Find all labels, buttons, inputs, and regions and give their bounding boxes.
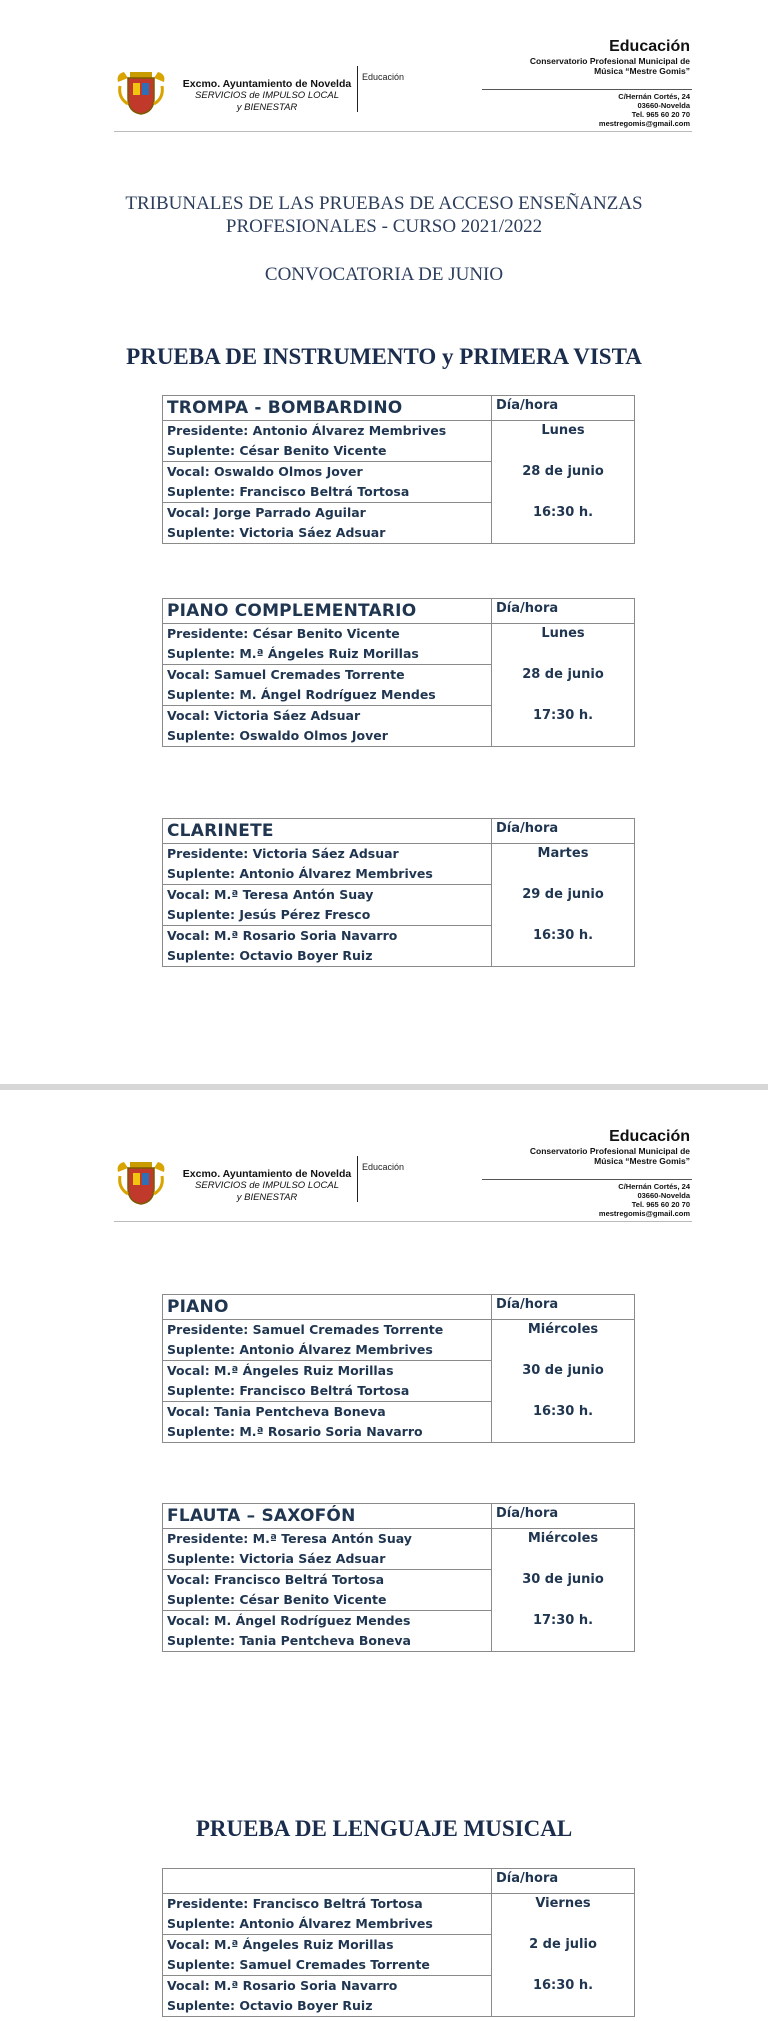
member-row — [163, 1894, 635, 1935]
member-cell — [163, 624, 492, 665]
address-street: C/Hernán Cortés, 24 — [618, 1182, 690, 1191]
member-suplente: Suplente: Victoria Sáez Adsuar — [167, 1551, 386, 1566]
date-header: Día/hora — [492, 1295, 635, 1320]
member-titular: Presidente: César Benito Vicente — [167, 626, 400, 641]
tribunal-name — [163, 1869, 492, 1894]
member-row — [163, 1320, 635, 1361]
tribunal-header-row — [163, 819, 635, 844]
conservatorio-block — [530, 1128, 690, 1166]
member-row — [163, 462, 635, 503]
letterhead — [0, 30, 768, 130]
member-suplente: Suplente: M. Ángel Rodríguez Mendes — [167, 687, 436, 702]
member-titular: Presidente: Victoria Sáez Adsuar — [167, 846, 399, 861]
member-suplente: Suplente: Oswaldo Olmos Jover — [167, 728, 388, 743]
schedule-date: 30 de junio — [492, 1570, 635, 1611]
member-titular: Vocal: M.ª Rosario Soria Navarro — [167, 928, 398, 943]
member-suplente: Suplente: Samuel Cremades Torrente — [167, 1957, 430, 1972]
member-cell — [163, 503, 492, 544]
tribunal-table — [162, 1868, 635, 2017]
conservatorio-line2: Música “Mestre Gomis” — [594, 1156, 690, 1166]
member-row — [163, 1361, 635, 1402]
tribunal-table — [162, 598, 635, 747]
schedule-date: 28 de junio — [492, 462, 635, 503]
education-title: Educación — [609, 38, 690, 55]
schedule-date: 29 de junio — [492, 885, 635, 926]
education-small-label: Educación — [362, 1162, 405, 1172]
member-suplente: Suplente: Jesús Pérez Fresco — [167, 907, 371, 922]
tribunal-header-row — [163, 1504, 635, 1529]
ayuntamiento-name: Excmo. Ayuntamiento de Novelda — [182, 1168, 352, 1180]
doc-title-line1: TRIBUNALES DE LAS PRUEBAS DE ACCESO ENSEÑANZAS — [125, 193, 643, 214]
member-row — [163, 1402, 635, 1443]
schedule-day: Lunes — [492, 624, 635, 665]
tribunal-table — [162, 818, 635, 967]
conservatorio-line1: Conservatorio Profesional Municipal de — [529, 1146, 690, 1156]
member-titular: Vocal: M.ª Teresa Antón Suay — [167, 887, 374, 902]
member-cell — [163, 665, 492, 706]
member-titular: Vocal: M.ª Rosario Soria Navarro — [167, 1978, 398, 1993]
schedule-time: 16:30 h. — [492, 1402, 635, 1443]
address-postal: 03660-Novelda — [637, 101, 690, 110]
member-cell — [163, 885, 492, 926]
member-cell — [163, 1361, 492, 1402]
address-phone: Tel. 965 60 20 70 — [631, 110, 690, 119]
member-row — [163, 844, 635, 885]
ayuntamiento-block — [178, 78, 356, 114]
education-title: Educación — [609, 1128, 690, 1145]
tribunal-header-row — [163, 599, 635, 624]
member-titular: Vocal: Samuel Cremades Torrente — [167, 667, 405, 682]
schedule-date: 2 de julio — [492, 1935, 635, 1976]
member-row — [163, 1976, 635, 2017]
member-suplente: Suplente: Octavio Boyer Ruiz — [167, 948, 373, 963]
section-title-instrument: PRUEBA DE INSTRUMENTO y PRIMERA VISTA — [126, 344, 642, 369]
member-row — [163, 1935, 635, 1976]
member-cell — [163, 1611, 492, 1652]
tribunal-name: FLAUTA – SAXOFÓN — [163, 1504, 492, 1529]
member-cell — [163, 1320, 492, 1361]
schedule-day: Martes — [492, 844, 635, 885]
member-titular: Presidente: Francisco Beltrá Tortosa — [167, 1896, 423, 1911]
member-suplente: Suplente: César Benito Vicente — [167, 1592, 387, 1607]
member-cell — [163, 1402, 492, 1443]
member-cell — [163, 1935, 492, 1976]
member-row — [163, 421, 635, 462]
member-row — [163, 706, 635, 747]
address-email: mestregomis@gmail.com — [598, 119, 690, 128]
schedule-time: 16:30 h. — [492, 926, 635, 967]
vertical-divider — [357, 1156, 358, 1202]
member-titular: Vocal: M.ª Ángeles Ruiz Morillas — [167, 1363, 394, 1378]
member-suplente: Suplente: Francisco Beltrá Tortosa — [167, 484, 410, 499]
member-titular: Presidente: Antonio Álvarez Membrives — [167, 423, 447, 438]
member-cell — [163, 844, 492, 885]
schedule-time: 16:30 h. — [492, 1976, 635, 2017]
tribunal-name: PIANO — [163, 1295, 492, 1320]
vertical-divider — [357, 66, 358, 112]
member-suplente: Suplente: Antonio Álvarez Membrives — [167, 1916, 433, 1931]
member-row — [163, 885, 635, 926]
member-row — [163, 503, 635, 544]
section-title-lenguaje: PRUEBA DE LENGUAJE MUSICAL — [195, 1816, 573, 1841]
address-street: C/Hernán Cortés, 24 — [618, 92, 690, 101]
member-suplente: Suplente: Octavio Boyer Ruiz — [167, 1998, 373, 2013]
member-cell — [163, 1976, 492, 2017]
member-suplente: Suplente: Victoria Sáez Adsuar — [167, 525, 386, 540]
address-phone: Tel. 965 60 20 70 — [631, 1200, 690, 1209]
schedule-time: 16:30 h. — [492, 503, 635, 544]
letterhead-bottom-rule — [114, 131, 692, 132]
header-rule — [482, 89, 692, 90]
tribunal-name: PIANO COMPLEMENTARIO — [163, 599, 492, 624]
member-suplente: Suplente: César Benito Vicente — [167, 443, 387, 458]
member-titular: Presidente: Samuel Cremades Torrente — [167, 1322, 444, 1337]
member-row — [163, 1529, 635, 1570]
date-header: Día/hora — [492, 599, 635, 624]
tribunal-table — [162, 1503, 635, 1652]
member-cell — [163, 1894, 492, 1935]
letterhead-bottom-rule — [114, 1221, 692, 1222]
member-cell — [163, 706, 492, 747]
member-cell — [163, 1570, 492, 1611]
date-header: Día/hora — [492, 1504, 635, 1529]
document-page-2 — [0, 1090, 768, 2021]
member-suplente: Suplente: Francisco Beltrá Tortosa — [167, 1383, 410, 1398]
member-titular: Presidente: M.ª Teresa Antón Suay — [167, 1531, 412, 1546]
schedule-date: 30 de junio — [492, 1361, 635, 1402]
address-postal: 03660-Novelda — [637, 1191, 690, 1200]
ayuntamiento-name: Excmo. Ayuntamiento de Novelda — [182, 78, 352, 90]
schedule-day: Lunes — [492, 421, 635, 462]
conservatorio-block — [530, 38, 690, 76]
member-titular: Vocal: Oswaldo Olmos Jover — [167, 464, 363, 479]
tribunal-header-row — [163, 1869, 635, 1894]
ayuntamiento-sub2: y BIENESTAR — [236, 1192, 298, 1203]
member-cell — [163, 926, 492, 967]
member-titular: Vocal: Jorge Parrado Aguilar — [167, 505, 366, 520]
schedule-time: 17:30 h. — [492, 706, 635, 747]
schedule-day: Miércoles — [492, 1320, 635, 1361]
member-suplente: Suplente: Antonio Álvarez Membrives — [167, 866, 433, 881]
schedule-day: Viernes — [492, 1894, 635, 1935]
tribunal-header-row — [163, 396, 635, 421]
crest-icon — [114, 68, 168, 116]
ayuntamiento-sub1: SERVICIOS de IMPULSO LOCAL — [195, 90, 339, 101]
member-cell — [163, 462, 492, 503]
schedule-date: 28 de junio — [492, 665, 635, 706]
member-titular: Vocal: Victoria Sáez Adsuar — [167, 708, 361, 723]
member-cell — [163, 1529, 492, 1570]
member-titular: Vocal: M. Ángel Rodríguez Mendes — [167, 1613, 411, 1628]
conservatorio-line2: Música “Mestre Gomis” — [594, 66, 690, 76]
tribunal-table — [162, 1294, 635, 1443]
member-row — [163, 665, 635, 706]
address-block — [599, 1182, 690, 1218]
date-header: Día/hora — [492, 396, 635, 421]
member-titular: Vocal: Francisco Beltrá Tortosa — [167, 1572, 385, 1587]
ayuntamiento-sub1: SERVICIOS de IMPULSO LOCAL — [195, 1180, 339, 1191]
crest-icon — [114, 1158, 168, 1206]
address-block — [599, 92, 690, 128]
address-email: mestregomis@gmail.com — [598, 1209, 690, 1218]
ayuntamiento-sub2: y BIENESTAR — [236, 102, 298, 113]
ayuntamiento-block — [178, 1168, 356, 1204]
date-header: Día/hora — [492, 1869, 635, 1894]
member-row — [163, 1570, 635, 1611]
tribunal-header-row — [163, 1295, 635, 1320]
schedule-time: 17:30 h. — [492, 1611, 635, 1652]
doc-title-line2: PROFESIONALES - CURSO 2021/2022 — [225, 216, 543, 237]
member-suplente: Suplente: M.ª Ángeles Ruiz Morillas — [167, 646, 419, 661]
letterhead-page2 — [0, 1090, 768, 1218]
member-suplente: Suplente: Tania Pentcheva Boneva — [167, 1633, 411, 1648]
conservatorio-line1: Conservatorio Profesional Municipal de — [529, 56, 690, 66]
member-titular: Vocal: M.ª Ángeles Ruiz Morillas — [167, 1937, 394, 1952]
tribunal-name: TROMPA - BOMBARDINO — [163, 396, 492, 421]
education-small-label: Educación — [362, 72, 405, 82]
doc-title-line3: CONVOCATORIA DE JUNIO — [264, 264, 504, 285]
tribunal-name: CLARINETE — [163, 819, 492, 844]
member-row — [163, 1611, 635, 1652]
date-header: Día/hora — [492, 819, 635, 844]
member-row — [163, 624, 635, 665]
member-cell — [163, 421, 492, 462]
member-row — [163, 926, 635, 967]
header-rule — [482, 1179, 692, 1180]
member-titular: Vocal: Tania Pentcheva Boneva — [167, 1404, 386, 1419]
member-suplente: Suplente: Antonio Álvarez Membrives — [167, 1342, 433, 1357]
tribunal-table — [162, 395, 635, 544]
schedule-day: Miércoles — [492, 1529, 635, 1570]
member-suplente: Suplente: M.ª Rosario Soria Navarro — [167, 1424, 423, 1439]
